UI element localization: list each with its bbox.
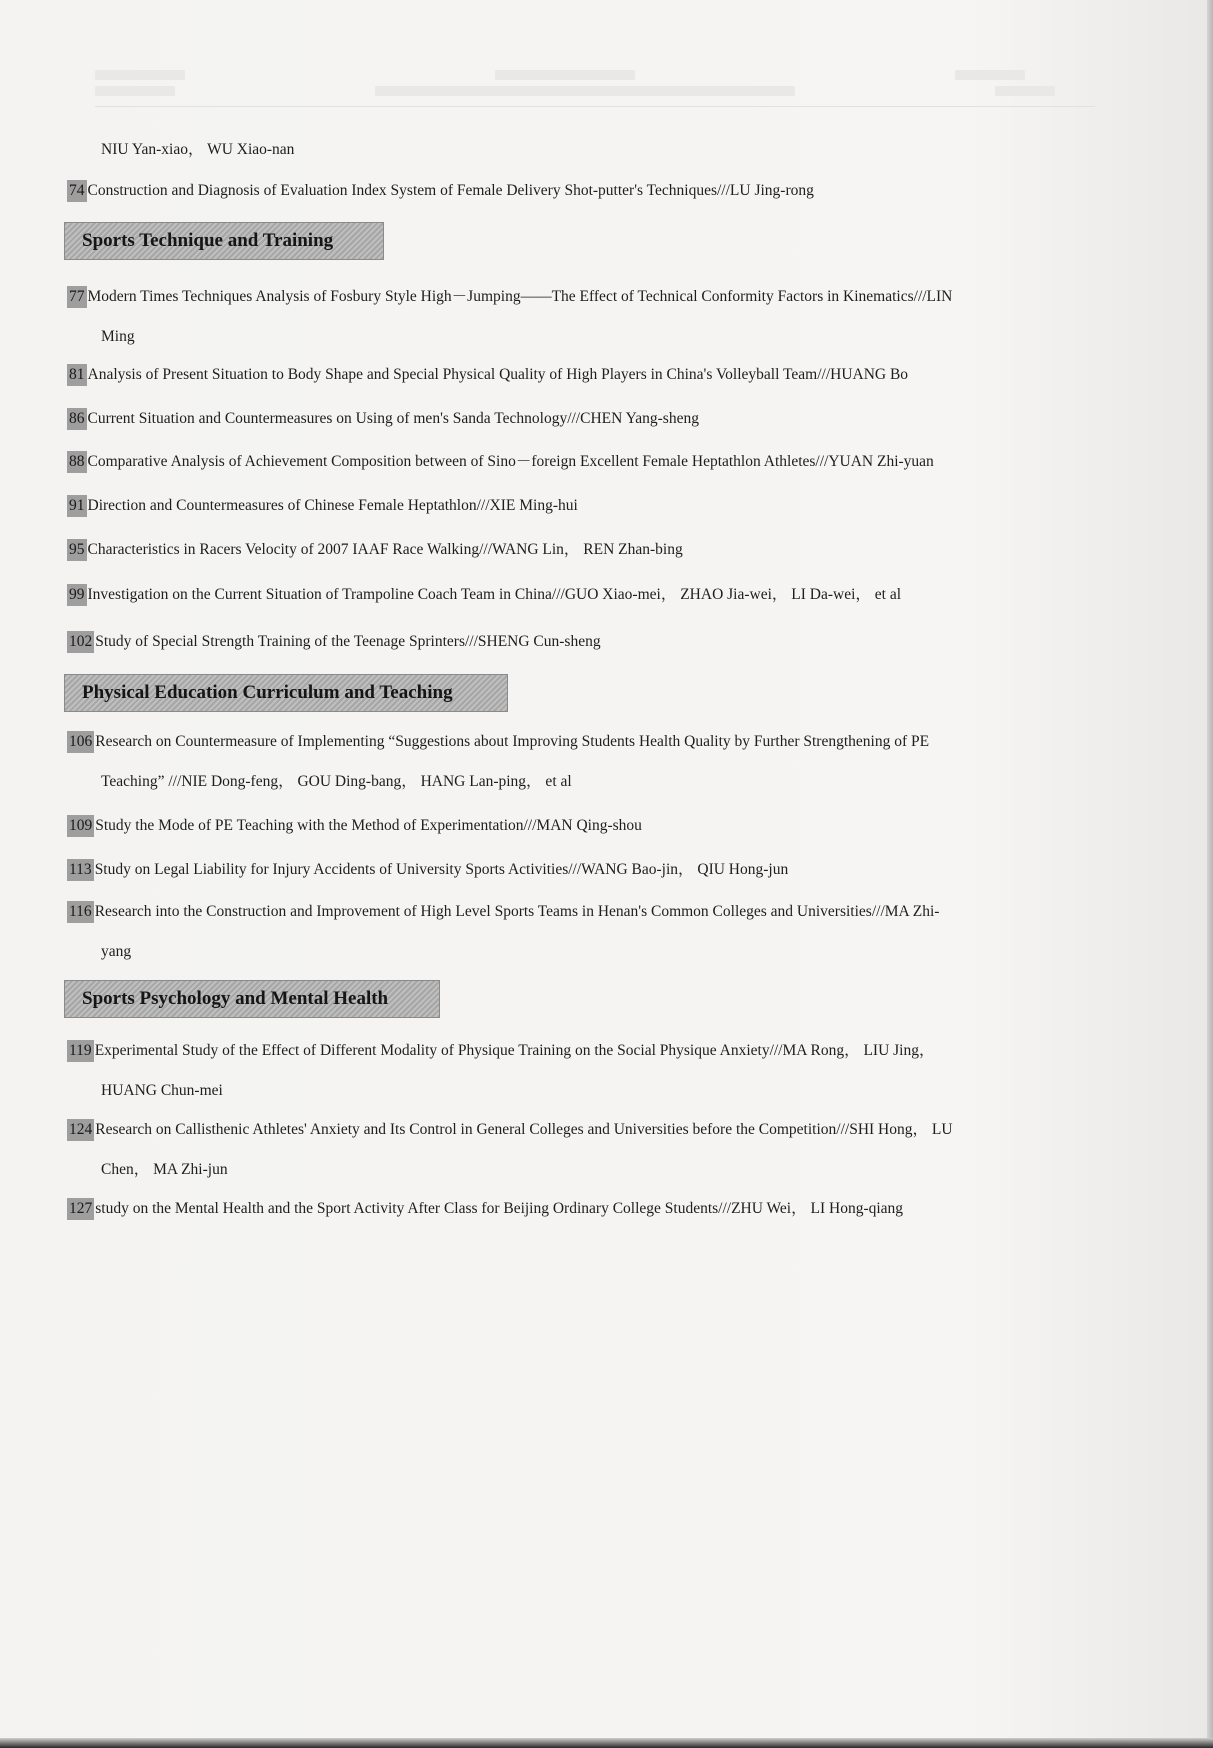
entry-continuation: HUANG Chun-mei bbox=[101, 1082, 223, 1099]
toc-entry bbox=[67, 486, 1097, 526]
entry-title: Direction and Countermeasures of Chinese Female Heptathlon///XIE Ming-hui bbox=[87, 497, 578, 514]
toc-entry bbox=[67, 530, 1097, 570]
page-edge-shadow bbox=[1207, 0, 1213, 1748]
page-number-badge: 95 bbox=[67, 539, 87, 561]
entry-title: Experimental Study of the Effect of Different Modality of Physique Training on the Social Physique Anxiety///MA Rong， LIU Jing， bbox=[94, 1042, 935, 1059]
entry-continuation: Ming bbox=[101, 328, 135, 345]
page-number-badge: 81 bbox=[67, 364, 87, 386]
toc-entry bbox=[67, 442, 1097, 482]
entry-title: Construction and Diagnosis of Evaluation Index System of Female Delivery Shot-putter's Techniques///LU Jing-rong bbox=[87, 182, 814, 199]
page-number-badge: 106 bbox=[67, 731, 94, 753]
entry-continuation: yang bbox=[101, 943, 132, 960]
toc-entry bbox=[67, 622, 1097, 662]
page-bottom-shadow bbox=[0, 1738, 1213, 1748]
entry-continuation: Chen， MA Zhi-jun bbox=[101, 1161, 228, 1178]
entry-title: Study on Legal Liability for Injury Accidents of University Sports Activities///WANG Bao-jin， QIU Hong-jun bbox=[94, 861, 789, 878]
page-number-badge: 77 bbox=[67, 286, 87, 308]
entry-authors: NIU Yan-xiao， WU Xiao-nan bbox=[101, 141, 295, 158]
entry-title: Study of Special Strength Training of the Teenage Sprinters///SHENG Cun-sheng bbox=[95, 633, 601, 650]
entry-title: Current Situation and Countermeasures on Using of men's Sanda Technology///CHEN Yang-sheng bbox=[87, 410, 699, 427]
faded-running-header bbox=[95, 66, 1095, 107]
toc-entry bbox=[67, 1110, 1097, 1190]
entry-title: Characteristics in Racers Velocity of 2007 IAAF Race Walking///WANG Lin， REN Zhan-bing bbox=[87, 541, 683, 558]
entry-title: study on the Mental Health and the Sport Activity After Class for Beijing Ordinary College Students///ZHU Wei， LI Hong-qiang bbox=[95, 1200, 904, 1217]
toc-entry bbox=[67, 399, 1097, 439]
toc-entry bbox=[67, 277, 1097, 357]
page-number-badge: 113 bbox=[67, 859, 94, 881]
section-heading: Physical Education Curriculum and Teaching bbox=[64, 674, 508, 712]
page-number-badge: 116 bbox=[67, 901, 94, 923]
toc-entry bbox=[67, 1031, 1097, 1111]
page-number-badge: 91 bbox=[67, 495, 87, 517]
toc-entry bbox=[67, 171, 1097, 211]
page-number-badge: 74 bbox=[67, 180, 87, 202]
entry-title: Comparative Analysis of Achievement Composition between of Sino－foreign Excellent Female Heptathlon Athletes///YUAN Zhi-yuan bbox=[87, 453, 934, 470]
entry-title: Investigation on the Current Situation of Trampoline Coach Team in China///GUO Xiao-mei， ZHAO Jia-wei， LI Da-wei， et al bbox=[87, 586, 902, 603]
page-number-badge: 86 bbox=[67, 408, 87, 430]
section-heading: Sports Psychology and Mental Health bbox=[64, 980, 440, 1018]
toc-entry bbox=[67, 722, 1097, 802]
page-number-badge: 119 bbox=[67, 1040, 94, 1062]
entry-title: Research on Countermeasure of Implementing “Suggestions about Improving Students Health Quality by Further Strengthening of PE bbox=[95, 733, 930, 750]
page-number-badge: 127 bbox=[67, 1198, 94, 1220]
page-number-badge: 88 bbox=[67, 451, 87, 473]
page-number-badge: 102 bbox=[67, 631, 94, 653]
entry-title: Research into the Construction and Improvement of High Level Sports Teams in Henan's Common Colleges and Universities///MA Zhi- bbox=[94, 903, 940, 920]
entry-title: Modern Times Techniques Analysis of Fosbury Style High－Jumping——The Effect of Technical Conformity Factors in Kinematics///LIN bbox=[87, 288, 953, 305]
toc-entry bbox=[67, 355, 1097, 395]
entry-continuation: Teaching” ///NIE Dong-feng， GOU Ding-bang， HANG Lan-ping， et al bbox=[101, 773, 572, 790]
page-number-badge: 99 bbox=[67, 584, 87, 606]
page-number-badge: 124 bbox=[67, 1119, 94, 1141]
section-heading: Sports Technique and Training bbox=[64, 222, 384, 260]
page-number-badge: 109 bbox=[67, 815, 94, 837]
entry-title: Analysis of Present Situation to Body Shape and Special Physical Quality of High Players in China's Volleyball Team///HUANG Bo bbox=[87, 366, 909, 383]
toc-entry bbox=[67, 1189, 1097, 1229]
entry-title: Study the Mode of PE Teaching with the Method of Experimentation///MAN Qing-shou bbox=[95, 817, 642, 834]
toc-entry bbox=[67, 806, 1097, 846]
toc-entry bbox=[67, 130, 1097, 170]
toc-entry bbox=[67, 575, 1097, 615]
toc-entry bbox=[67, 892, 1097, 972]
entry-title: Research on Callisthenic Athletes' Anxiety and Its Control in General Colleges and Universities before the Competition///SHI Hong， LU bbox=[95, 1121, 953, 1138]
toc-entry bbox=[67, 850, 1097, 890]
